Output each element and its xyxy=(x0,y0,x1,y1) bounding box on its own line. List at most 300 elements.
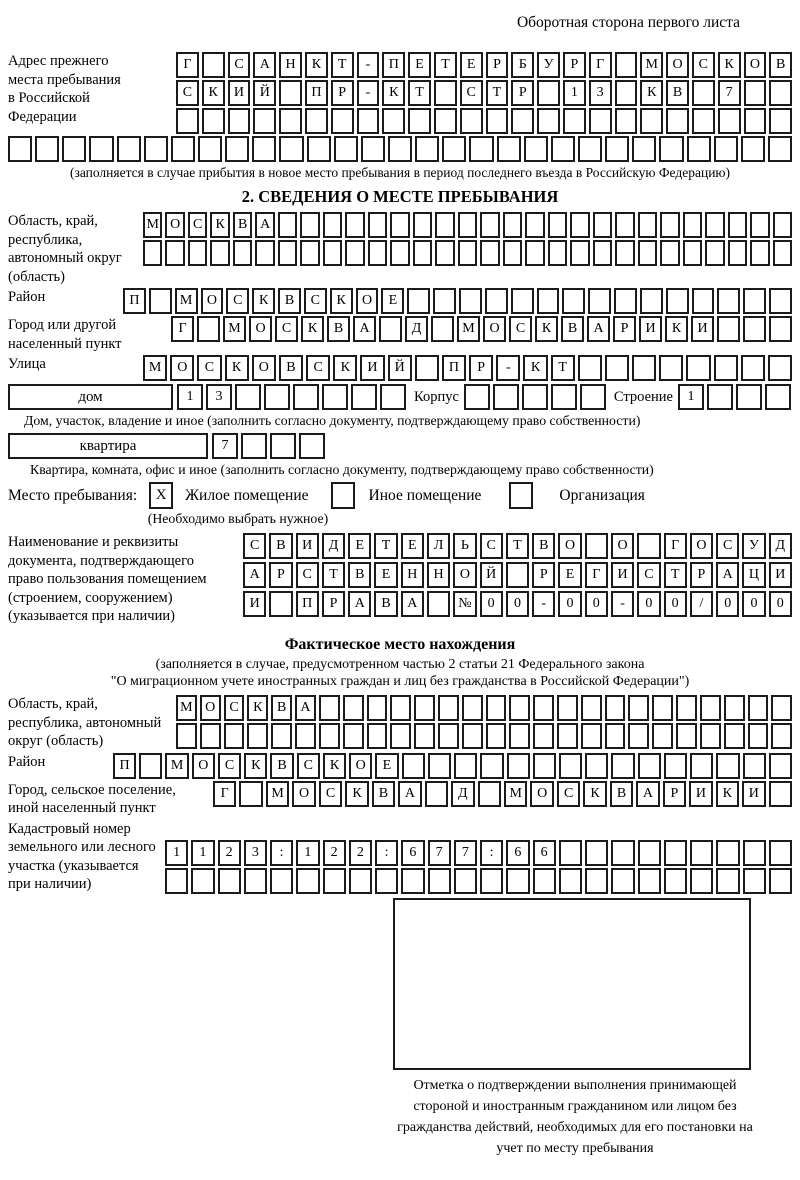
form-cell[interactable] xyxy=(435,240,454,266)
form-cell[interactable] xyxy=(683,240,702,266)
form-cell[interactable] xyxy=(438,723,459,749)
form-cell[interactable]: Е xyxy=(460,52,483,78)
form-cell[interactable]: Р xyxy=(663,781,686,807)
form-cell[interactable] xyxy=(247,723,268,749)
form-cell[interactable] xyxy=(117,136,141,162)
form-cell[interactable]: В xyxy=(374,591,397,617)
form-cell[interactable] xyxy=(687,136,711,162)
form-cell[interactable] xyxy=(769,781,792,807)
form-cell[interactable] xyxy=(557,695,578,721)
form-cell[interactable]: Ь xyxy=(453,533,476,559)
form-cell[interactable]: 3 xyxy=(206,384,232,410)
form-cell[interactable]: Д xyxy=(451,781,474,807)
form-cell[interactable]: О xyxy=(356,288,379,314)
form-cell[interactable] xyxy=(718,108,741,134)
form-cell[interactable] xyxy=(588,288,611,314)
form-cell[interactable] xyxy=(611,840,634,866)
form-cell[interactable] xyxy=(349,868,372,894)
form-cell[interactable]: А xyxy=(243,562,266,588)
form-cell[interactable] xyxy=(407,288,430,314)
form-cell[interactable] xyxy=(769,108,792,134)
form-cell[interactable] xyxy=(686,355,710,381)
form-cell[interactable]: Т xyxy=(434,52,457,78)
form-cell[interactable]: О xyxy=(666,52,689,78)
form-cell[interactable]: Е xyxy=(348,533,371,559)
form-cell[interactable]: - xyxy=(496,355,520,381)
form-cell[interactable] xyxy=(705,212,724,238)
form-cell[interactable]: Т xyxy=(374,533,397,559)
form-cell[interactable] xyxy=(367,723,388,749)
form-cell[interactable] xyxy=(743,316,766,342)
form-cell[interactable]: О xyxy=(201,288,224,314)
form-cell[interactable] xyxy=(628,723,649,749)
form-cell[interactable]: С xyxy=(692,52,715,78)
form-cell[interactable] xyxy=(322,384,348,410)
form-cell[interactable] xyxy=(676,695,697,721)
form-cell[interactable]: И xyxy=(689,781,712,807)
form-cell[interactable] xyxy=(434,108,457,134)
form-cell[interactable] xyxy=(279,80,302,106)
form-cell[interactable] xyxy=(525,240,544,266)
form-cell[interactable]: О xyxy=(558,533,581,559)
form-cell[interactable] xyxy=(434,80,457,106)
form-cell[interactable] xyxy=(431,316,454,342)
form-cell[interactable]: М xyxy=(504,781,527,807)
form-cell[interactable] xyxy=(233,240,252,266)
form-cell[interactable] xyxy=(271,723,292,749)
form-cell[interactable]: В xyxy=(278,288,301,314)
form-cell[interactable] xyxy=(506,562,529,588)
form-cell[interactable] xyxy=(659,355,683,381)
form-cell[interactable]: С xyxy=(275,316,298,342)
form-cell[interactable] xyxy=(305,108,328,134)
form-cell[interactable] xyxy=(717,316,740,342)
form-cell[interactable] xyxy=(486,108,509,134)
form-cell[interactable] xyxy=(638,840,661,866)
form-cell[interactable]: В xyxy=(233,212,252,238)
form-cell[interactable] xyxy=(605,355,629,381)
form-cell[interactable]: 0 xyxy=(664,591,687,617)
form-cell[interactable]: М xyxy=(223,316,246,342)
form-cell[interactable]: У xyxy=(742,533,765,559)
form-cell[interactable] xyxy=(278,240,297,266)
form-cell[interactable] xyxy=(225,136,249,162)
form-cell[interactable] xyxy=(728,240,747,266)
form-cell[interactable]: Д xyxy=(769,533,792,559)
form-cell[interactable]: О xyxy=(170,355,194,381)
form-cell[interactable]: 7 xyxy=(428,840,451,866)
form-cell[interactable]: С xyxy=(224,695,245,721)
form-cell[interactable] xyxy=(640,288,663,314)
form-cell[interactable] xyxy=(480,868,503,894)
form-cell[interactable]: К xyxy=(535,316,558,342)
form-cell[interactable] xyxy=(506,868,529,894)
form-cell[interactable] xyxy=(769,840,792,866)
form-cell[interactable] xyxy=(615,212,634,238)
form-cell[interactable]: : xyxy=(480,840,503,866)
form-cell[interactable]: Й xyxy=(253,80,276,106)
form-cell[interactable] xyxy=(428,868,451,894)
form-cell[interactable] xyxy=(724,695,745,721)
form-cell[interactable]: Р xyxy=(511,80,534,106)
form-cell[interactable] xyxy=(585,753,608,779)
form-cell[interactable] xyxy=(707,384,733,410)
form-cell[interactable] xyxy=(235,384,261,410)
form-cell[interactable]: В xyxy=(279,355,303,381)
form-cell[interactable]: К xyxy=(665,316,688,342)
form-cell[interactable]: М xyxy=(165,753,188,779)
form-cell[interactable] xyxy=(319,695,340,721)
form-cell[interactable] xyxy=(255,240,274,266)
form-cell[interactable] xyxy=(537,80,560,106)
form-cell[interactable] xyxy=(307,136,331,162)
form-cell[interactable]: Т xyxy=(551,355,575,381)
form-cell[interactable]: - xyxy=(357,52,380,78)
form-cell[interactable]: 2 xyxy=(218,840,241,866)
form-cell[interactable]: И xyxy=(639,316,662,342)
form-cell[interactable]: О xyxy=(744,52,767,78)
form-cell[interactable] xyxy=(459,288,482,314)
form-cell[interactable] xyxy=(522,384,548,410)
form-cell[interactable] xyxy=(578,355,602,381)
form-cell[interactable] xyxy=(390,723,411,749)
form-cell[interactable] xyxy=(300,240,319,266)
form-cell[interactable]: 0 xyxy=(506,591,529,617)
form-cell[interactable]: В xyxy=(561,316,584,342)
form-cell[interactable] xyxy=(299,433,325,459)
form-cell[interactable] xyxy=(548,212,567,238)
form-cell[interactable] xyxy=(414,723,435,749)
form-cell[interactable]: А xyxy=(348,591,371,617)
form-cell[interactable] xyxy=(724,723,745,749)
form-cell[interactable] xyxy=(659,136,683,162)
form-cell[interactable]: 7 xyxy=(212,433,238,459)
form-cell[interactable]: 6 xyxy=(506,840,529,866)
form-cell[interactable]: Г xyxy=(176,52,199,78)
form-cell[interactable] xyxy=(741,136,765,162)
checkbox-organization[interactable] xyxy=(509,482,533,509)
form-cell[interactable] xyxy=(640,108,663,134)
form-cell[interactable]: Ц xyxy=(742,562,765,588)
form-cell[interactable] xyxy=(224,723,245,749)
form-cell[interactable] xyxy=(480,240,499,266)
form-cell[interactable]: В xyxy=(610,781,633,807)
form-cell[interactable]: О xyxy=(200,695,221,721)
form-cell[interactable]: В xyxy=(348,562,371,588)
form-cell[interactable] xyxy=(714,136,738,162)
form-cell[interactable] xyxy=(769,868,792,894)
form-cell[interactable]: С xyxy=(226,288,249,314)
form-cell[interactable]: 1 xyxy=(191,840,214,866)
form-cell[interactable]: : xyxy=(375,840,398,866)
form-cell[interactable] xyxy=(666,108,689,134)
form-cell[interactable] xyxy=(769,288,792,314)
form-cell[interactable]: 0 xyxy=(558,591,581,617)
form-cell[interactable] xyxy=(165,868,188,894)
form-cell[interactable] xyxy=(202,52,225,78)
form-cell[interactable] xyxy=(253,108,276,134)
form-cell[interactable] xyxy=(652,723,673,749)
form-cell[interactable] xyxy=(497,136,521,162)
form-cell[interactable] xyxy=(771,723,792,749)
form-cell[interactable] xyxy=(462,723,483,749)
form-cell[interactable]: К xyxy=(305,52,328,78)
form-cell[interactable] xyxy=(296,868,319,894)
form-cell[interactable]: К xyxy=(330,288,353,314)
form-cell[interactable] xyxy=(300,212,319,238)
form-cell[interactable] xyxy=(537,108,560,134)
form-cell[interactable] xyxy=(537,288,560,314)
form-cell[interactable] xyxy=(660,240,679,266)
form-cell[interactable] xyxy=(750,240,769,266)
form-cell[interactable]: К xyxy=(225,355,249,381)
form-cell[interactable] xyxy=(390,240,409,266)
form-cell[interactable] xyxy=(382,108,405,134)
form-cell[interactable] xyxy=(480,753,503,779)
form-cell[interactable] xyxy=(559,868,582,894)
form-cell[interactable]: 1 xyxy=(296,840,319,866)
form-cell[interactable]: О xyxy=(483,316,506,342)
form-cell[interactable] xyxy=(35,136,59,162)
form-cell[interactable]: № xyxy=(453,591,476,617)
form-cell[interactable] xyxy=(664,840,687,866)
form-cell[interactable]: О xyxy=(349,753,372,779)
form-cell[interactable]: М xyxy=(640,52,663,78)
form-cell[interactable] xyxy=(578,136,602,162)
form-cell[interactable] xyxy=(551,136,575,162)
form-cell[interactable] xyxy=(750,212,769,238)
form-cell[interactable] xyxy=(509,723,530,749)
form-cell[interactable]: М xyxy=(143,212,162,238)
form-cell[interactable] xyxy=(435,212,454,238)
form-cell[interactable] xyxy=(469,136,493,162)
form-cell[interactable] xyxy=(408,108,431,134)
form-cell[interactable]: - xyxy=(611,591,634,617)
form-cell[interactable]: Д xyxy=(405,316,428,342)
form-cell[interactable] xyxy=(428,753,451,779)
form-cell[interactable] xyxy=(533,723,554,749)
form-cell[interactable]: С xyxy=(197,355,221,381)
form-cell[interactable]: О xyxy=(611,533,634,559)
form-cell[interactable] xyxy=(615,108,638,134)
form-cell[interactable]: И xyxy=(296,533,319,559)
form-cell[interactable]: О xyxy=(690,533,713,559)
form-cell[interactable] xyxy=(442,136,466,162)
form-cell[interactable] xyxy=(323,212,342,238)
form-cell[interactable]: С xyxy=(460,80,483,106)
form-cell[interactable]: 0 xyxy=(637,591,660,617)
form-cell[interactable]: 2 xyxy=(323,840,346,866)
form-cell[interactable]: 6 xyxy=(533,840,556,866)
form-cell[interactable] xyxy=(593,212,612,238)
form-cell[interactable] xyxy=(511,288,534,314)
form-cell[interactable] xyxy=(559,753,582,779)
form-cell[interactable]: Е xyxy=(558,562,581,588)
form-cell[interactable] xyxy=(454,868,477,894)
form-cell[interactable]: Г xyxy=(213,781,236,807)
form-cell[interactable]: С xyxy=(176,80,199,106)
form-cell[interactable]: А xyxy=(398,781,421,807)
form-cell[interactable]: С xyxy=(297,753,320,779)
form-cell[interactable]: В xyxy=(327,316,350,342)
form-cell[interactable]: Й xyxy=(480,562,503,588)
form-cell[interactable] xyxy=(628,695,649,721)
form-cell[interactable] xyxy=(524,136,548,162)
form-cell[interactable]: 0 xyxy=(480,591,503,617)
form-cell[interactable]: В xyxy=(769,52,792,78)
form-cell[interactable]: С xyxy=(243,533,266,559)
form-cell[interactable]: У xyxy=(537,52,560,78)
form-cell[interactable]: 1 xyxy=(165,840,188,866)
form-cell[interactable]: 0 xyxy=(716,591,739,617)
form-cell[interactable] xyxy=(264,384,290,410)
form-cell[interactable] xyxy=(401,868,424,894)
form-cell[interactable]: 7 xyxy=(454,840,477,866)
form-cell[interactable] xyxy=(239,781,262,807)
form-cell[interactable] xyxy=(176,723,197,749)
form-cell[interactable] xyxy=(460,108,483,134)
form-cell[interactable]: М xyxy=(176,695,197,721)
form-cell[interactable] xyxy=(637,533,660,559)
form-cell[interactable]: О xyxy=(292,781,315,807)
form-cell[interactable]: В xyxy=(271,695,292,721)
form-cell[interactable] xyxy=(690,868,713,894)
form-cell[interactable] xyxy=(769,753,792,779)
form-cell[interactable] xyxy=(585,868,608,894)
form-cell[interactable]: С xyxy=(637,562,660,588)
form-cell[interactable]: Р xyxy=(331,80,354,106)
form-cell[interactable] xyxy=(433,288,456,314)
form-cell[interactable] xyxy=(615,52,638,78)
form-cell[interactable] xyxy=(345,212,364,238)
form-cell[interactable] xyxy=(244,868,267,894)
form-cell[interactable]: Е xyxy=(381,288,404,314)
form-cell[interactable] xyxy=(748,695,769,721)
form-cell[interactable]: 0 xyxy=(742,591,765,617)
form-cell[interactable]: В xyxy=(532,533,555,559)
form-cell[interactable] xyxy=(368,240,387,266)
form-cell[interactable] xyxy=(676,723,697,749)
form-cell[interactable] xyxy=(368,212,387,238)
form-cell[interactable]: П xyxy=(382,52,405,78)
form-cell[interactable] xyxy=(415,355,439,381)
form-cell[interactable]: И xyxy=(611,562,634,588)
form-cell[interactable]: О xyxy=(165,212,184,238)
form-cell[interactable]: К xyxy=(382,80,405,106)
form-cell[interactable]: 1 xyxy=(563,80,586,106)
form-cell[interactable]: П xyxy=(123,288,146,314)
form-cell[interactable] xyxy=(773,212,792,238)
form-cell[interactable] xyxy=(270,433,296,459)
form-cell[interactable] xyxy=(345,240,364,266)
form-cell[interactable]: Р xyxy=(469,355,493,381)
form-cell[interactable] xyxy=(176,108,199,134)
form-cell[interactable] xyxy=(638,868,661,894)
form-cell[interactable]: Р xyxy=(532,562,555,588)
form-cell[interactable]: 3 xyxy=(589,80,612,106)
form-cell[interactable] xyxy=(557,723,578,749)
form-cell[interactable] xyxy=(611,868,634,894)
form-cell[interactable] xyxy=(278,212,297,238)
form-cell[interactable]: Т xyxy=(486,80,509,106)
form-cell[interactable] xyxy=(605,136,629,162)
form-cell[interactable]: П xyxy=(305,80,328,106)
form-cell[interactable]: Т xyxy=(322,562,345,588)
form-cell[interactable] xyxy=(507,753,530,779)
form-cell[interactable]: С xyxy=(228,52,251,78)
form-cell[interactable] xyxy=(165,240,184,266)
form-cell[interactable] xyxy=(741,355,765,381)
form-cell[interactable] xyxy=(771,695,792,721)
form-cell[interactable]: С xyxy=(509,316,532,342)
form-cell[interactable]: Г xyxy=(585,562,608,588)
form-cell[interactable] xyxy=(743,753,766,779)
form-cell[interactable] xyxy=(8,136,32,162)
form-cell[interactable]: Н xyxy=(401,562,424,588)
form-cell[interactable]: С xyxy=(296,562,319,588)
form-cell[interactable]: И xyxy=(228,80,251,106)
form-cell[interactable] xyxy=(458,212,477,238)
form-cell[interactable]: 7 xyxy=(718,80,741,106)
form-cell[interactable]: К xyxy=(202,80,225,106)
form-cell[interactable] xyxy=(728,212,747,238)
form-cell[interactable] xyxy=(570,212,589,238)
form-cell[interactable] xyxy=(143,240,162,266)
form-cell[interactable] xyxy=(485,288,508,314)
form-cell[interactable] xyxy=(533,868,556,894)
form-cell[interactable] xyxy=(743,868,766,894)
form-cell[interactable]: К xyxy=(718,52,741,78)
form-cell[interactable] xyxy=(660,212,679,238)
form-cell[interactable]: Т xyxy=(331,52,354,78)
form-cell[interactable] xyxy=(700,695,721,721)
form-cell[interactable]: В xyxy=(269,533,292,559)
form-cell[interactable] xyxy=(683,212,702,238)
form-cell[interactable]: А xyxy=(255,212,274,238)
form-cell[interactable]: К xyxy=(247,695,268,721)
form-cell[interactable] xyxy=(331,108,354,134)
form-cell[interactable]: О xyxy=(530,781,553,807)
form-cell[interactable] xyxy=(768,136,792,162)
form-cell[interactable] xyxy=(744,108,767,134)
form-cell[interactable]: М xyxy=(266,781,289,807)
form-cell[interactable]: 1 xyxy=(177,384,203,410)
form-cell[interactable]: Р xyxy=(322,591,345,617)
form-cell[interactable]: М xyxy=(143,355,167,381)
form-cell[interactable]: В xyxy=(270,753,293,779)
form-cell[interactable] xyxy=(139,753,162,779)
form-cell[interactable]: К xyxy=(323,753,346,779)
checkbox-residential[interactable]: X xyxy=(149,482,173,509)
form-cell[interactable]: : xyxy=(270,840,293,866)
form-cell[interactable] xyxy=(380,384,406,410)
form-cell[interactable]: А xyxy=(636,781,659,807)
form-cell[interactable]: 3 xyxy=(244,840,267,866)
form-cell[interactable]: К xyxy=(716,781,739,807)
form-cell[interactable] xyxy=(390,212,409,238)
form-cell[interactable]: И xyxy=(742,781,765,807)
form-cell[interactable]: О xyxy=(249,316,272,342)
form-cell[interactable] xyxy=(562,288,585,314)
form-cell[interactable]: Т xyxy=(664,562,687,588)
form-cell[interactable] xyxy=(638,212,657,238)
form-cell[interactable]: О xyxy=(192,753,215,779)
form-cell[interactable]: А xyxy=(401,591,424,617)
form-cell[interactable]: И xyxy=(360,355,384,381)
form-cell[interactable]: Е xyxy=(374,562,397,588)
form-cell[interactable] xyxy=(402,753,425,779)
form-cell[interactable] xyxy=(438,695,459,721)
